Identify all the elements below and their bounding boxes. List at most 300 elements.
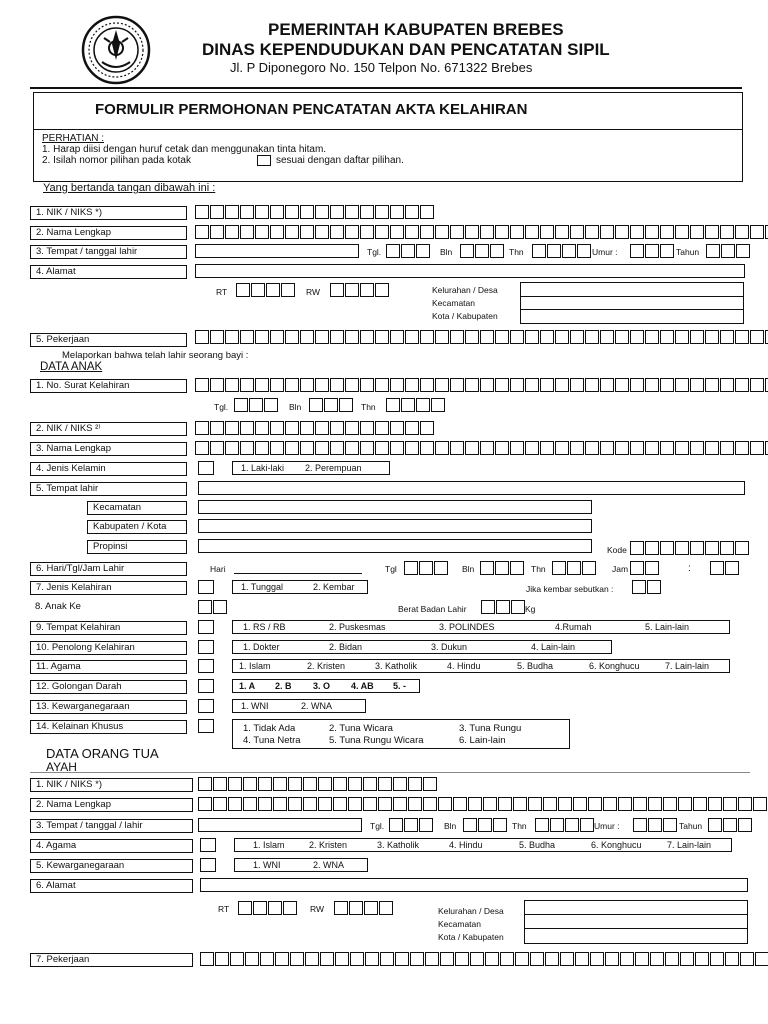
ayah-umur-boxes[interactable]	[633, 818, 678, 832]
char-box[interactable]	[675, 225, 689, 239]
char-box[interactable]	[300, 225, 314, 239]
anak-propinsi-field[interactable]	[198, 539, 592, 553]
char-box[interactable]	[255, 421, 269, 435]
char-box[interactable]	[480, 441, 494, 455]
char-box[interactable]	[693, 797, 707, 811]
ayah-bln-boxes[interactable]	[463, 818, 508, 832]
char-box[interactable]	[285, 378, 299, 392]
char-box[interactable]	[550, 818, 564, 832]
char-box[interactable]	[460, 244, 474, 258]
char-box[interactable]	[290, 952, 304, 966]
char-box[interactable]	[335, 952, 349, 966]
char-box[interactable]	[600, 330, 614, 344]
ayah-nama-boxes[interactable]	[198, 797, 768, 811]
char-box[interactable]	[315, 330, 329, 344]
char-box[interactable]	[481, 600, 495, 614]
char-box[interactable]	[660, 441, 674, 455]
char-box[interactable]	[380, 952, 394, 966]
char-box[interactable]	[645, 244, 659, 258]
char-box[interactable]	[585, 441, 599, 455]
char-box[interactable]	[573, 797, 587, 811]
char-box[interactable]	[721, 244, 735, 258]
char-box[interactable]	[575, 952, 589, 966]
char-box[interactable]	[243, 777, 257, 791]
char-box[interactable]	[404, 818, 418, 832]
char-box[interactable]	[565, 818, 579, 832]
char-box[interactable]	[390, 421, 404, 435]
pelapor-rt-boxes[interactable]	[236, 283, 296, 297]
char-box[interactable]	[425, 952, 439, 966]
char-box[interactable]	[210, 225, 224, 239]
char-box[interactable]	[705, 378, 719, 392]
char-box[interactable]	[465, 225, 479, 239]
char-box[interactable]	[465, 378, 479, 392]
char-box[interactable]	[198, 797, 212, 811]
char-box[interactable]	[255, 441, 269, 455]
char-box[interactable]	[738, 818, 752, 832]
char-box[interactable]	[630, 541, 644, 555]
char-box[interactable]	[333, 777, 347, 791]
char-box[interactable]	[495, 561, 509, 575]
char-box[interactable]	[435, 378, 449, 392]
char-box[interactable]	[450, 378, 464, 392]
char-box[interactable]	[225, 225, 239, 239]
char-box[interactable]	[345, 330, 359, 344]
char-box[interactable]	[540, 225, 554, 239]
char-box[interactable]	[195, 421, 209, 435]
ayah-tahun-boxes[interactable]	[708, 818, 753, 832]
char-box[interactable]	[525, 378, 539, 392]
char-box[interactable]	[420, 330, 434, 344]
char-box[interactable]	[405, 421, 419, 435]
char-box[interactable]	[285, 421, 299, 435]
char-box[interactable]	[475, 244, 489, 258]
char-box[interactable]	[490, 244, 504, 258]
char-box[interactable]	[660, 541, 674, 555]
char-box[interactable]	[420, 421, 434, 435]
anak-surat-tgl-boxes[interactable]	[234, 398, 279, 412]
char-box[interactable]	[680, 952, 694, 966]
char-box[interactable]	[580, 818, 594, 832]
char-box[interactable]	[240, 330, 254, 344]
char-box[interactable]	[270, 225, 284, 239]
char-box[interactable]	[288, 777, 302, 791]
char-box[interactable]	[255, 378, 269, 392]
char-box[interactable]	[285, 225, 299, 239]
char-box[interactable]	[330, 421, 344, 435]
char-box[interactable]	[675, 541, 689, 555]
char-box[interactable]	[213, 797, 227, 811]
char-box[interactable]	[270, 441, 284, 455]
char-box[interactable]	[320, 952, 334, 966]
anak-bln-boxes[interactable]	[480, 561, 525, 575]
char-box[interactable]	[455, 952, 469, 966]
char-box[interactable]	[480, 225, 494, 239]
ayah-nik-boxes[interactable]	[198, 777, 438, 791]
char-box[interactable]	[213, 600, 227, 614]
char-box[interactable]	[405, 205, 419, 219]
char-box[interactable]	[318, 797, 332, 811]
char-box[interactable]	[720, 541, 734, 555]
char-box[interactable]	[663, 797, 677, 811]
char-box[interactable]	[375, 225, 389, 239]
pelapor-umur-boxes[interactable]	[630, 244, 675, 258]
char-box[interactable]	[485, 952, 499, 966]
char-box[interactable]	[450, 330, 464, 344]
char-box[interactable]	[690, 330, 704, 344]
char-box[interactable]	[555, 378, 569, 392]
char-box[interactable]	[253, 901, 267, 915]
char-box[interactable]	[545, 952, 559, 966]
char-box[interactable]	[525, 225, 539, 239]
char-box[interactable]	[379, 901, 393, 915]
char-box[interactable]	[345, 283, 359, 297]
char-box[interactable]	[210, 441, 224, 455]
char-box[interactable]	[528, 797, 542, 811]
char-box[interactable]	[585, 225, 599, 239]
char-box[interactable]	[300, 330, 314, 344]
ayah-kewarganegaraan-box[interactable]	[200, 858, 216, 872]
char-box[interactable]	[375, 330, 389, 344]
char-box[interactable]	[213, 777, 227, 791]
char-box[interactable]	[410, 952, 424, 966]
char-box[interactable]	[552, 561, 566, 575]
char-box[interactable]	[678, 797, 692, 811]
char-box[interactable]	[273, 777, 287, 791]
char-box[interactable]	[570, 441, 584, 455]
char-box[interactable]	[225, 205, 239, 219]
char-box[interactable]	[273, 797, 287, 811]
char-box[interactable]	[582, 561, 596, 575]
char-box[interactable]	[600, 225, 614, 239]
char-box[interactable]	[690, 441, 704, 455]
char-box[interactable]	[720, 441, 734, 455]
char-box[interactable]	[300, 205, 314, 219]
char-box[interactable]	[648, 818, 662, 832]
ayah-tempat-field[interactable]	[198, 818, 362, 832]
ayah-rw-boxes[interactable]	[334, 901, 394, 915]
char-box[interactable]	[465, 441, 479, 455]
char-box[interactable]	[660, 225, 674, 239]
char-box[interactable]	[315, 205, 329, 219]
char-box[interactable]	[324, 398, 338, 412]
char-box[interactable]	[390, 378, 404, 392]
char-box[interactable]	[305, 952, 319, 966]
char-box[interactable]	[720, 225, 734, 239]
char-box[interactable]	[645, 330, 659, 344]
char-box[interactable]	[570, 225, 584, 239]
char-box[interactable]	[240, 421, 254, 435]
char-box[interactable]	[345, 378, 359, 392]
char-box[interactable]	[364, 901, 378, 915]
char-box[interactable]	[562, 244, 576, 258]
char-box[interactable]	[240, 205, 254, 219]
char-box[interactable]	[210, 378, 224, 392]
char-box[interactable]	[255, 225, 269, 239]
char-box[interactable]	[725, 952, 739, 966]
ayah-agama-box[interactable]	[200, 838, 216, 852]
pelapor-pekerjaan-boxes[interactable]	[195, 330, 768, 344]
char-box[interactable]	[547, 244, 561, 258]
char-box[interactable]	[348, 797, 362, 811]
char-box[interactable]	[585, 330, 599, 344]
char-box[interactable]	[750, 378, 764, 392]
char-box[interactable]	[453, 797, 467, 811]
ayah-alamat-field[interactable]	[200, 878, 748, 892]
char-box[interactable]	[648, 797, 662, 811]
char-box[interactable]	[228, 777, 242, 791]
char-box[interactable]	[510, 378, 524, 392]
char-box[interactable]	[363, 797, 377, 811]
char-box[interactable]	[375, 283, 389, 297]
anak-penolong-box[interactable]	[198, 640, 214, 654]
char-box[interactable]	[588, 797, 602, 811]
char-box[interactable]	[468, 797, 482, 811]
char-box[interactable]	[266, 283, 280, 297]
char-box[interactable]	[300, 421, 314, 435]
ayah-rt-boxes[interactable]	[238, 901, 298, 915]
char-box[interactable]	[405, 441, 419, 455]
char-box[interactable]	[281, 283, 295, 297]
char-box[interactable]	[230, 952, 244, 966]
anak-jenis-kelahiran-box[interactable]	[198, 580, 214, 594]
char-box[interactable]	[260, 952, 274, 966]
anak-surat-bln-boxes[interactable]	[309, 398, 354, 412]
char-box[interactable]	[645, 541, 659, 555]
char-box[interactable]	[225, 441, 239, 455]
char-box[interactable]	[555, 441, 569, 455]
anak-nik-boxes[interactable]	[195, 421, 435, 435]
char-box[interactable]	[268, 901, 282, 915]
char-box[interactable]	[288, 797, 302, 811]
char-box[interactable]	[495, 225, 509, 239]
char-box[interactable]	[348, 777, 362, 791]
pelapor-bln-boxes[interactable]	[460, 244, 505, 258]
char-box[interactable]	[480, 330, 494, 344]
char-box[interactable]	[198, 777, 212, 791]
char-box[interactable]	[483, 797, 497, 811]
char-box[interactable]	[435, 225, 449, 239]
anak-berat-boxes[interactable]	[481, 600, 526, 614]
pelapor-tahun-boxes[interactable]	[706, 244, 751, 258]
char-box[interactable]	[665, 952, 679, 966]
char-box[interactable]	[360, 441, 374, 455]
char-box[interactable]	[303, 797, 317, 811]
char-box[interactable]	[620, 952, 634, 966]
anak-tempat-field[interactable]	[198, 481, 745, 495]
char-box[interactable]	[420, 205, 434, 219]
char-box[interactable]	[210, 330, 224, 344]
char-box[interactable]	[725, 561, 739, 575]
char-box[interactable]	[243, 797, 257, 811]
char-box[interactable]	[228, 797, 242, 811]
anak-gol-darah-box[interactable]	[198, 679, 214, 693]
char-box[interactable]	[690, 225, 704, 239]
char-box[interactable]	[750, 441, 764, 455]
char-box[interactable]	[753, 797, 767, 811]
char-box[interactable]	[675, 441, 689, 455]
char-box[interactable]	[240, 441, 254, 455]
char-box[interactable]	[389, 818, 403, 832]
anak-jika-kembar-boxes[interactable]	[632, 580, 662, 594]
char-box[interactable]	[303, 777, 317, 791]
char-box[interactable]	[210, 421, 224, 435]
char-box[interactable]	[283, 901, 297, 915]
char-box[interactable]	[480, 378, 494, 392]
char-box[interactable]	[408, 797, 422, 811]
char-box[interactable]	[708, 797, 722, 811]
char-box[interactable]	[390, 330, 404, 344]
char-box[interactable]	[510, 225, 524, 239]
char-box[interactable]	[705, 441, 719, 455]
char-box[interactable]	[555, 330, 569, 344]
char-box[interactable]	[404, 561, 418, 575]
char-box[interactable]	[660, 330, 674, 344]
char-box[interactable]	[375, 441, 389, 455]
pelapor-alamat-field[interactable]	[195, 264, 745, 278]
char-box[interactable]	[285, 441, 299, 455]
char-box[interactable]	[363, 777, 377, 791]
anak-kelainan-box[interactable]	[198, 719, 214, 733]
pelapor-tgl-boxes[interactable]	[386, 244, 431, 258]
char-box[interactable]	[225, 378, 239, 392]
char-box[interactable]	[690, 378, 704, 392]
char-box[interactable]	[498, 797, 512, 811]
char-box[interactable]	[200, 952, 214, 966]
char-box[interactable]	[345, 421, 359, 435]
char-box[interactable]	[195, 378, 209, 392]
char-box[interactable]	[736, 244, 750, 258]
char-box[interactable]	[420, 225, 434, 239]
char-box[interactable]	[735, 541, 749, 555]
char-box[interactable]	[710, 561, 724, 575]
char-box[interactable]	[330, 225, 344, 239]
char-box[interactable]	[630, 330, 644, 344]
char-box[interactable]	[635, 952, 649, 966]
char-box[interactable]	[630, 441, 644, 455]
char-box[interactable]	[345, 205, 359, 219]
anak-kabupaten-field[interactable]	[198, 519, 592, 533]
pelapor-thn-boxes[interactable]	[532, 244, 592, 258]
anak-jk-box[interactable]	[198, 461, 214, 475]
char-box[interactable]	[365, 952, 379, 966]
char-box[interactable]	[515, 952, 529, 966]
char-box[interactable]	[740, 952, 754, 966]
char-box[interactable]	[735, 441, 749, 455]
char-box[interactable]	[375, 378, 389, 392]
char-box[interactable]	[360, 421, 374, 435]
char-box[interactable]	[585, 378, 599, 392]
char-box[interactable]	[735, 330, 749, 344]
char-box[interactable]	[600, 441, 614, 455]
char-box[interactable]	[240, 378, 254, 392]
anak-tgl-boxes[interactable]	[404, 561, 449, 575]
char-box[interactable]	[660, 244, 674, 258]
char-box[interactable]	[615, 441, 629, 455]
anak-kewarganegaraan-box[interactable]	[198, 699, 214, 713]
char-box[interactable]	[270, 378, 284, 392]
char-box[interactable]	[234, 398, 248, 412]
char-box[interactable]	[450, 441, 464, 455]
char-box[interactable]	[558, 797, 572, 811]
char-box[interactable]	[360, 283, 374, 297]
char-box[interactable]	[249, 398, 263, 412]
char-box[interactable]	[350, 952, 364, 966]
char-box[interactable]	[555, 225, 569, 239]
char-box[interactable]	[395, 952, 409, 966]
char-box[interactable]	[390, 225, 404, 239]
char-box[interactable]	[577, 244, 591, 258]
char-box[interactable]	[708, 818, 722, 832]
char-box[interactable]	[660, 378, 674, 392]
char-box[interactable]	[530, 952, 544, 966]
char-box[interactable]	[339, 398, 353, 412]
char-box[interactable]	[401, 244, 415, 258]
char-box[interactable]	[300, 378, 314, 392]
char-box[interactable]	[264, 398, 278, 412]
char-box[interactable]	[420, 378, 434, 392]
anak-kode-boxes[interactable]	[630, 541, 750, 555]
char-box[interactable]	[463, 818, 477, 832]
char-box[interactable]	[690, 541, 704, 555]
char-box[interactable]	[632, 580, 646, 594]
char-box[interactable]	[225, 330, 239, 344]
char-box[interactable]	[603, 797, 617, 811]
char-box[interactable]	[419, 818, 433, 832]
pelapor-rw-boxes[interactable]	[330, 283, 390, 297]
char-box[interactable]	[465, 330, 479, 344]
char-box[interactable]	[315, 378, 329, 392]
anak-kecamatan-field[interactable]	[198, 500, 592, 514]
char-box[interactable]	[605, 952, 619, 966]
anak-agama-box[interactable]	[198, 659, 214, 673]
char-box[interactable]	[245, 952, 259, 966]
char-box[interactable]	[405, 378, 419, 392]
pelapor-wilayah-fields[interactable]	[520, 282, 744, 324]
char-box[interactable]	[750, 330, 764, 344]
char-box[interactable]	[615, 225, 629, 239]
char-box[interactable]	[723, 818, 737, 832]
char-box[interactable]	[238, 901, 252, 915]
char-box[interactable]	[630, 244, 644, 258]
char-box[interactable]	[255, 330, 269, 344]
char-box[interactable]	[375, 421, 389, 435]
anak-nama-boxes[interactable]	[195, 441, 768, 455]
char-box[interactable]	[270, 330, 284, 344]
char-box[interactable]	[720, 330, 734, 344]
char-box[interactable]	[225, 421, 239, 435]
char-box[interactable]	[510, 561, 524, 575]
char-box[interactable]	[615, 378, 629, 392]
char-box[interactable]	[543, 797, 557, 811]
char-box[interactable]	[401, 398, 415, 412]
anak-tempat-kelahiran-box[interactable]	[198, 620, 214, 634]
char-box[interactable]	[419, 561, 433, 575]
char-box[interactable]	[720, 378, 734, 392]
ayah-wilayah-fields[interactable]	[524, 900, 748, 944]
char-box[interactable]	[630, 561, 644, 575]
char-box[interactable]	[633, 797, 647, 811]
char-box[interactable]	[195, 330, 209, 344]
char-box[interactable]	[255, 205, 269, 219]
char-box[interactable]	[618, 797, 632, 811]
anak-menit-boxes[interactable]	[710, 561, 740, 575]
char-box[interactable]	[236, 283, 250, 297]
char-box[interactable]	[633, 818, 647, 832]
char-box[interactable]	[735, 225, 749, 239]
ayah-tgl-boxes[interactable]	[389, 818, 434, 832]
char-box[interactable]	[675, 378, 689, 392]
